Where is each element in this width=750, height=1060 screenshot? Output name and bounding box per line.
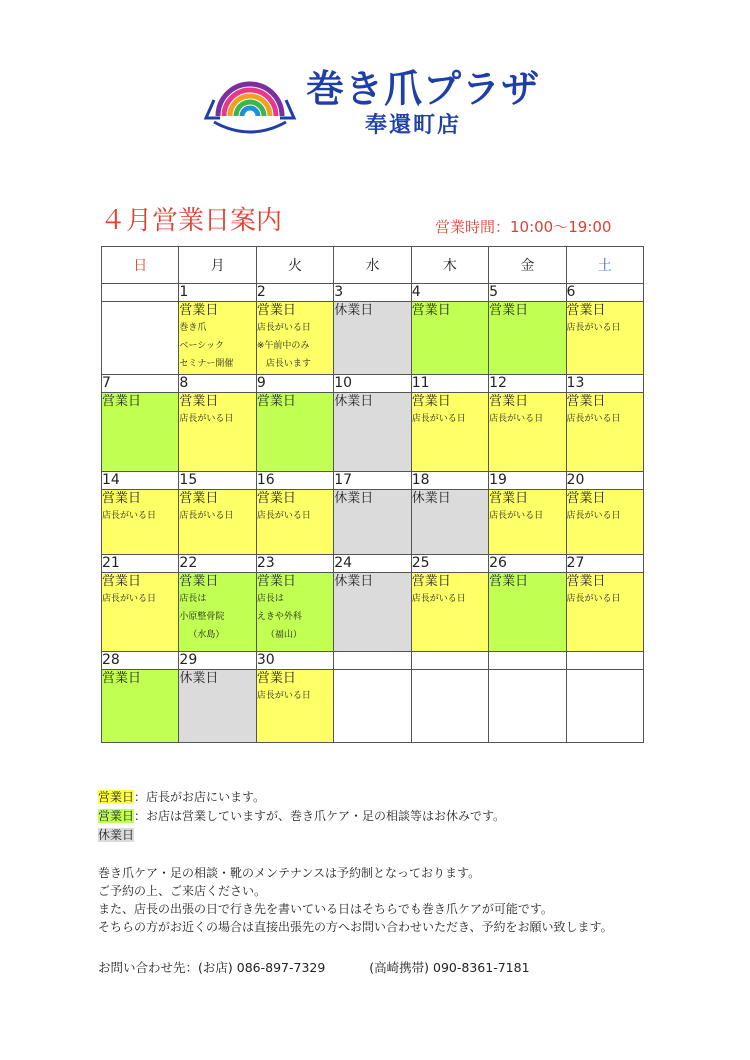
day-number: 8 (179, 375, 256, 393)
day-status: 営業日 (102, 394, 142, 409)
legend-manager-day-label: 営業日 (98, 790, 135, 804)
day-status: 休業日 (334, 491, 374, 506)
day-status: 営業日 (102, 491, 142, 506)
weekday-tue: 火 (256, 247, 333, 284)
day-status: 休業日 (179, 671, 219, 686)
day-status: 営業日 (489, 574, 529, 589)
weekday-sun: 日 (102, 247, 179, 284)
calendar-title: ４月営業日案内 (100, 206, 283, 236)
logo (200, 50, 560, 140)
day-note: 店長がいる日 (179, 414, 234, 424)
day-status-row (102, 302, 644, 375)
day-number: 29 (179, 652, 256, 670)
day-number: 20 (566, 472, 643, 490)
day-note: 店長がいる日 (102, 511, 157, 521)
day-status: 営業日 (256, 394, 296, 409)
day-number: 12 (489, 375, 566, 393)
day-status: 休業日 (334, 394, 374, 409)
day-number: 2 (256, 284, 333, 302)
day-status-row (102, 490, 644, 555)
logo-subtitle: 奉還町店 (365, 113, 462, 138)
day-note: えきや外科 (256, 612, 302, 622)
day-cell (256, 670, 333, 743)
shop-phone[interactable]: 086-897-7329 (236, 960, 326, 975)
legend-manager-day (98, 788, 505, 807)
contact-info (98, 958, 530, 976)
day-note: 店長がいる日 (256, 511, 311, 521)
day-number: 11 (411, 375, 488, 393)
day-status: 営業日 (566, 574, 606, 589)
day-number: 25 (411, 555, 488, 573)
day-number-row (102, 472, 644, 490)
weekday-header-row (102, 247, 644, 284)
day-cell (411, 670, 488, 743)
day-cell (411, 302, 488, 375)
day-status: 営業日 (489, 303, 529, 318)
day-status-row (102, 393, 644, 472)
day-number-row (102, 652, 644, 670)
day-number: 15 (179, 472, 256, 490)
weekday-thu: 木 (411, 247, 488, 284)
day-number: 24 (334, 555, 411, 573)
day-note: （福山） (265, 630, 302, 640)
day-cell (489, 670, 566, 743)
day-status: 営業日 (566, 394, 606, 409)
day-note: 店長は (256, 594, 284, 604)
day-note: 店長がいる日 (256, 691, 311, 701)
day-note: 店長は (179, 594, 207, 604)
day-number: 27 (566, 555, 643, 573)
day-number: 13 (566, 375, 643, 393)
day-cell (102, 670, 179, 743)
day-status-row (102, 670, 644, 743)
day-status: 営業日 (102, 671, 142, 686)
day-status: 営業日 (411, 574, 451, 589)
logo-title: 巻き爪プラザ (306, 67, 541, 111)
weekday-sat: 土 (566, 247, 643, 284)
day-cell (489, 490, 566, 555)
day-number: 9 (256, 375, 333, 393)
day-status: 休業日 (411, 491, 451, 506)
day-status: 休業日 (334, 303, 374, 318)
day-status: 営業日 (256, 574, 296, 589)
day-cell (179, 302, 256, 375)
day-note: 店長がいる日 (179, 511, 234, 521)
day-cell (102, 490, 179, 555)
legend-open-day-text: ：お店は営業していますが、巻き爪ケア・足の相談等はお休みです。 (134, 809, 506, 823)
day-cell (102, 573, 179, 652)
day-note: 店長がいる日 (256, 323, 311, 333)
rainbow-logo-icon (200, 50, 300, 140)
day-note: セミナー開催 (179, 359, 234, 369)
day-cell (334, 490, 411, 555)
legend-open-day-label: 営業日 (98, 809, 135, 823)
day-status: 営業日 (102, 574, 142, 589)
day-status: 営業日 (411, 394, 451, 409)
day-status: 営業日 (179, 574, 219, 589)
day-cell (566, 490, 643, 555)
day-number: 7 (102, 375, 179, 393)
day-number: 26 (489, 555, 566, 573)
day-number: 6 (566, 284, 643, 302)
day-cell (256, 490, 333, 555)
day-cell (566, 393, 643, 472)
day-number: 4 (411, 284, 488, 302)
day-note: 店長がいる日 (489, 511, 544, 521)
day-cell (102, 302, 179, 375)
contact-label: お問い合わせ先：(お店) (98, 960, 233, 975)
day-status: 休業日 (334, 574, 374, 589)
day-note: 小原整骨院 (179, 612, 225, 622)
weekday-wed: 水 (334, 247, 411, 284)
day-number: 3 (334, 284, 411, 302)
day-cell (179, 670, 256, 743)
day-number: 18 (411, 472, 488, 490)
day-status: 営業日 (179, 303, 219, 318)
legend-closed-day (98, 826, 505, 845)
day-cell (566, 670, 643, 743)
legend-closed-day-label: 休業日 (98, 828, 135, 842)
day-status-row (102, 573, 644, 652)
mobile-label: (高崎携帯) (369, 960, 430, 975)
day-number (102, 284, 179, 302)
day-note: ベーシック (179, 341, 225, 351)
day-number: 22 (179, 555, 256, 573)
day-cell (411, 490, 488, 555)
day-number: 28 (102, 652, 179, 670)
day-note: 店長います (265, 359, 311, 369)
day-cell (256, 393, 333, 472)
note-line: 巻き爪ケア・足の相談・靴のメンテナンスは予約制となっております。 (98, 866, 481, 880)
day-status: 営業日 (179, 491, 219, 506)
day-number: 23 (256, 555, 333, 573)
day-number-row (102, 375, 644, 393)
day-cell (334, 302, 411, 375)
day-status: 営業日 (489, 394, 529, 409)
day-number: 16 (256, 472, 333, 490)
calendar-table (101, 246, 644, 743)
day-status: 営業日 (566, 303, 606, 318)
day-number (334, 652, 411, 670)
day-number: 5 (489, 284, 566, 302)
day-cell (256, 573, 333, 652)
day-cell (102, 393, 179, 472)
day-number-row (102, 555, 644, 573)
legend (98, 788, 505, 845)
day-number (489, 652, 566, 670)
weekday-fri: 金 (489, 247, 566, 284)
day-status: 営業日 (489, 491, 529, 506)
day-note: 巻き爪 (179, 323, 207, 333)
day-status: 営業日 (179, 394, 219, 409)
day-note: ※午前中のみ (256, 341, 310, 351)
note-line: また、店長の出張の日で行き先を書いている日はそちらでも巻き爪ケアが可能です。 (98, 902, 553, 916)
day-number: 17 (334, 472, 411, 490)
day-status: 営業日 (256, 671, 296, 686)
day-number: 19 (489, 472, 566, 490)
day-note: 店長がいる日 (566, 594, 621, 604)
day-note: 店長がいる日 (489, 414, 544, 424)
note-line: そちらの方がお近くの場合は直接出張先の方へお問い合わせいただき、予約をお願い致します。 (98, 920, 613, 934)
legend-open-day (98, 807, 505, 826)
day-cell (334, 573, 411, 652)
day-note: 店長がいる日 (102, 594, 157, 604)
mobile-phone[interactable]: 090-8361-7181 (433, 960, 530, 975)
day-number (411, 652, 488, 670)
weekday-mon: 月 (179, 247, 256, 284)
day-cell (566, 573, 643, 652)
day-cell (334, 393, 411, 472)
day-cell (179, 393, 256, 472)
day-number-row (102, 284, 644, 302)
day-note: （水島） (188, 630, 225, 640)
day-note: 店長がいる日 (566, 414, 621, 424)
day-number (566, 652, 643, 670)
day-cell (411, 573, 488, 652)
day-cell (256, 302, 333, 375)
day-status: 営業日 (411, 303, 451, 318)
day-number: 10 (334, 375, 411, 393)
day-cell (566, 302, 643, 375)
day-note: 店長がいる日 (411, 594, 466, 604)
day-cell (179, 573, 256, 652)
business-hours: 営業時間：10:00～19:00 (435, 218, 612, 236)
day-status: 営業日 (256, 303, 296, 318)
day-cell (179, 490, 256, 555)
day-number: 21 (102, 555, 179, 573)
day-number: 14 (102, 472, 179, 490)
day-cell (411, 393, 488, 472)
day-status: 営業日 (566, 491, 606, 506)
day-number: 30 (256, 652, 333, 670)
day-cell (489, 302, 566, 375)
day-note: 店長がいる日 (411, 414, 466, 424)
day-cell (489, 573, 566, 652)
day-number: 1 (179, 284, 256, 302)
day-cell (489, 393, 566, 472)
day-note: 店長がいる日 (566, 323, 621, 333)
note-line: ご予約の上、ご来店ください。 (98, 884, 267, 898)
day-note: 店長がいる日 (566, 511, 621, 521)
day-status: 営業日 (256, 491, 296, 506)
reservation-notes (98, 864, 613, 936)
legend-manager-day-text: ：店長がお店にいます。 (134, 790, 266, 804)
day-cell (334, 670, 411, 743)
